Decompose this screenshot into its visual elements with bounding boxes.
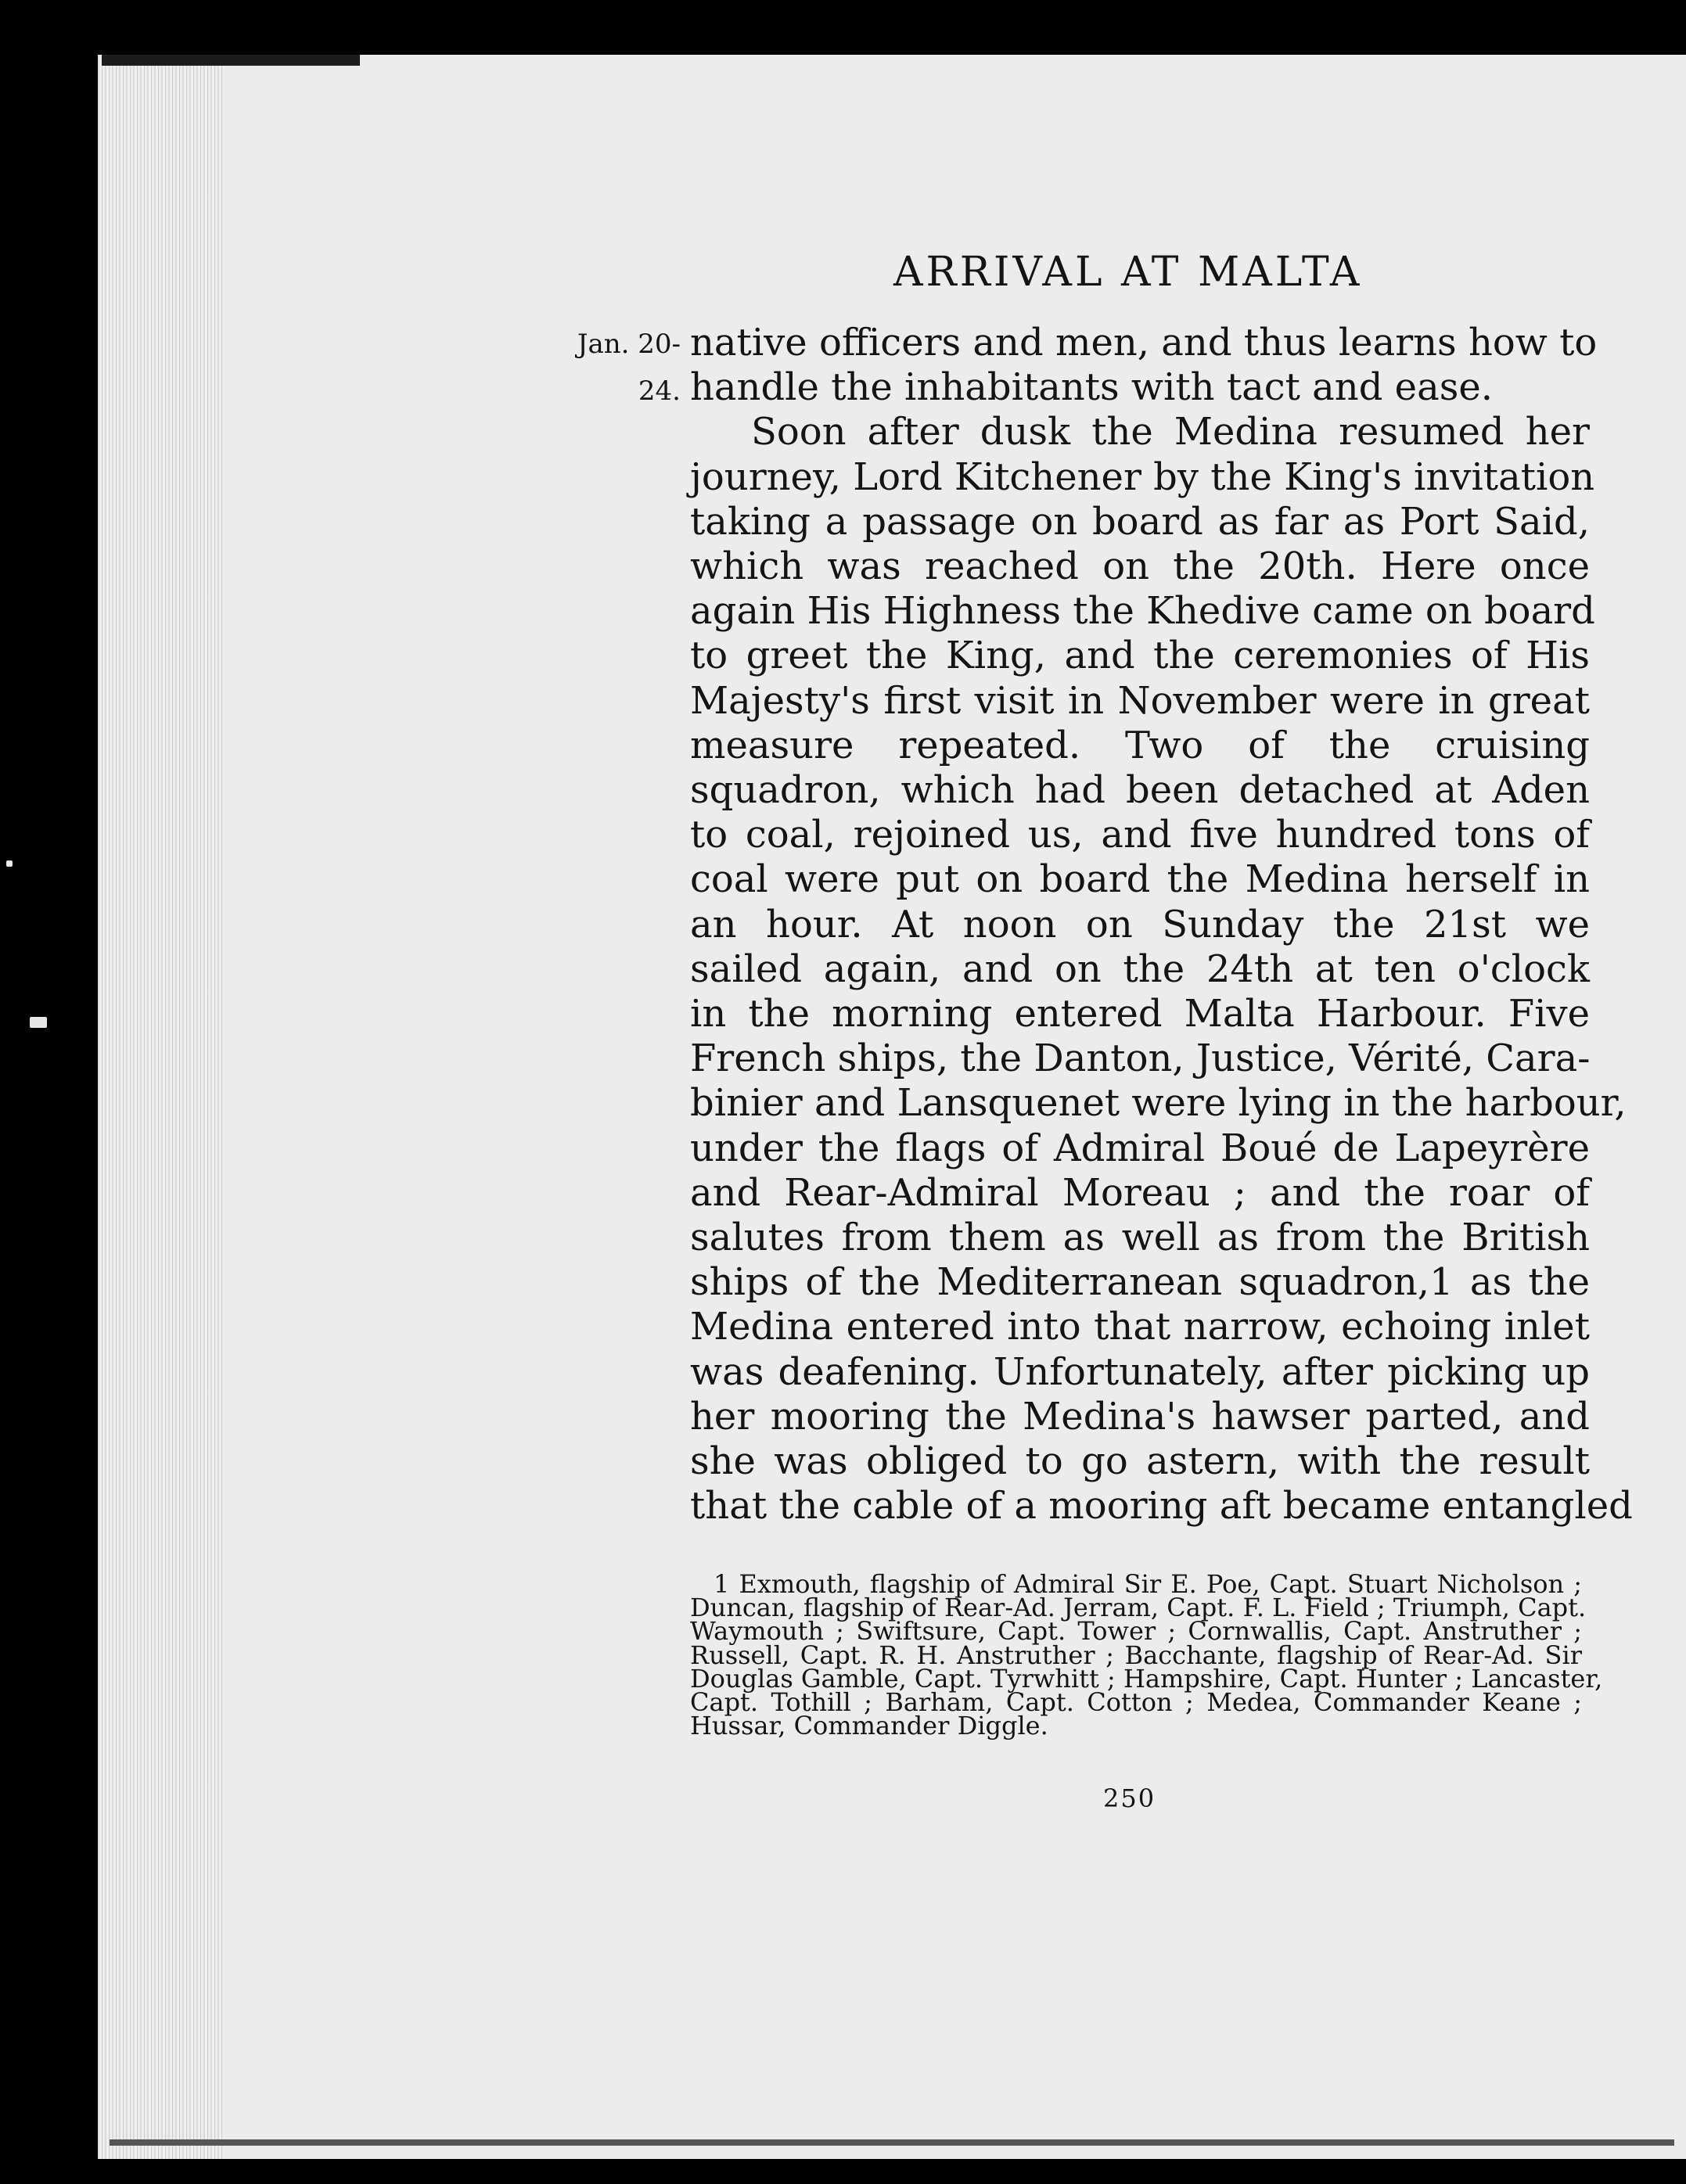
body-line: coal were put on board the Medina herself in: [690, 857, 1590, 902]
footnote-line: Duncan, flagship of Rear-Ad. Jerram, Capt. F. L. Field ; Triumph, Capt.: [690, 1593, 1587, 1623]
body-line: taking a passage on board as far as Port Said,: [690, 499, 1590, 544]
footnote-line: Waymouth ; Swiftsure, Capt. Tower ; Cornwallis, Capt. Anstruther ;: [690, 1616, 1582, 1647]
body-line: measure repeated. Two of the cruising: [690, 723, 1590, 767]
body-line: Medina entered into that narrow, echoing inlet: [690, 1305, 1590, 1349]
footnote-line: Capt. Tothill ; Barham, Capt. Cotton ; Medea, Commander Keane ;: [690, 1687, 1582, 1718]
body-line: an hour. At noon on Sunday the 21st we: [690, 902, 1590, 947]
body-line: and Rear-Admiral Moreau ; and the roar of: [690, 1170, 1590, 1215]
margin-date-line: 24.: [638, 375, 681, 407]
footnote: [690, 1569, 1603, 1741]
body-line: handle the inhabitants with tact and ease.: [690, 365, 1493, 410]
margin-date-note: [563, 321, 681, 415]
scan-mark: [6, 860, 13, 867]
running-head: ARRIVAL AT MALTA: [893, 249, 1363, 296]
body-line: Majesty's first visit in November were in great: [690, 678, 1590, 723]
body-line: Soon after dusk the Medina resumed her: [751, 410, 1590, 454]
body-line: that the cable of a mooring aft became entangled: [690, 1484, 1633, 1528]
footnote-line: Russell, Capt. R. H. Anstruther ; Bacchante, flagship of Rear-Ad. Sir: [690, 1640, 1582, 1670]
body-text: [690, 321, 1633, 1528]
body-line: again His Highness the Khedive came on board: [690, 589, 1595, 634]
page-number: 250: [1103, 1783, 1156, 1813]
page-edge-stack: [98, 55, 223, 2159]
body-line: her mooring the Medina's hawser parted, and: [690, 1394, 1590, 1439]
margin-date-line: Jan. 20-: [577, 329, 681, 360]
body-line: ships of the Mediterranean squadron,1 as the: [690, 1260, 1590, 1305]
body-line: squadron, which had been detached at Aden: [690, 768, 1590, 813]
page-top-edge: [102, 55, 360, 66]
footnote-line: 1 Exmouth, flagship of Admiral Sir E. Poe, Capt. Stuart Nicholson ;: [714, 1569, 1582, 1599]
body-line: under the flags of Admiral Boué de Lapeyrère: [690, 1126, 1590, 1170]
body-line: was deafening. Unfortunately, after picking up: [690, 1349, 1590, 1394]
footnote-line: Douglas Gamble, Capt. Tyrwhitt ; Hampshire, Capt. Hunter ; Lancaster,: [690, 1663, 1603, 1694]
footnote-line: Hussar, Commander Diggle.: [690, 1711, 1048, 1741]
body-line: salutes from them as well as from the British: [690, 1216, 1590, 1260]
body-line: to coal, rejoined us, and five hundred tons of: [690, 813, 1590, 857]
body-line: which was reached on the 20th. Here once: [690, 544, 1590, 589]
body-line: journey, Lord Kitchener by the King's invitation: [690, 454, 1595, 499]
body-line: she was obliged to go astern, with the result: [690, 1439, 1590, 1484]
body-line: binier and Lansquenet were lying in the harbour,: [690, 1081, 1627, 1126]
body-line: sailed again, and on the 24th at ten o'clock: [690, 947, 1590, 991]
page-bottom-edge: [110, 2139, 1674, 2146]
body-line: in the morning entered Malta Harbour. Five: [690, 992, 1590, 1036]
body-line: to greet the King, and the ceremonies of His: [690, 634, 1590, 678]
body-line: French ships, the Danton, Justice, Vérité, Cara-: [690, 1036, 1591, 1081]
scan-mark: [30, 1017, 47, 1028]
body-line: native officers and men, and thus learns how to: [690, 321, 1598, 365]
